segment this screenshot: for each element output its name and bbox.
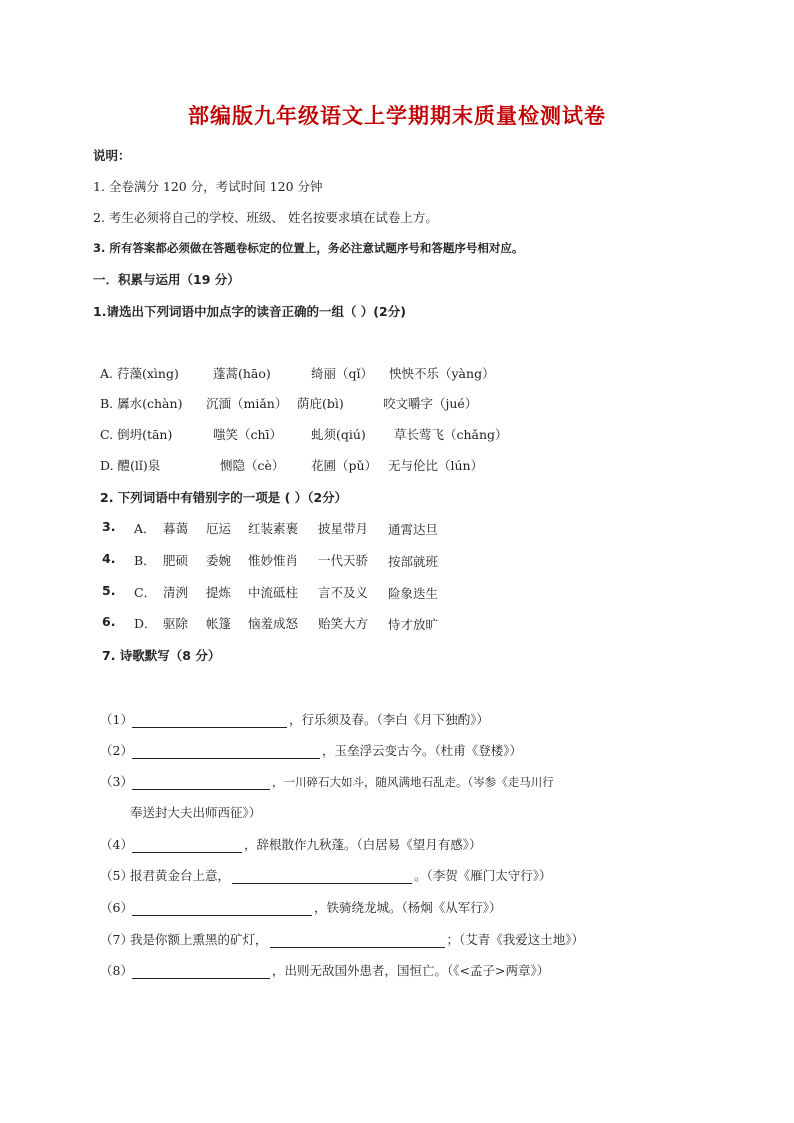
poem-line-6: （6） ，铁骑绕龙城。（杨炯《从军行》） [100,900,502,915]
q2-row-label: C． [134,585,157,600]
q2-row-number: 3. [102,519,116,534]
q2-row-label: D． [134,616,157,631]
question-2-stem: 2. 下列词语中有错别字的一项是 ( ）（2分） [100,490,348,505]
q2-word: 通霄达旦 [388,522,439,537]
poem-line-8: （8） ，出则无敌国外患者，国恒亡。（《<孟子>两章》） [100,963,550,978]
q2-word: 贻笑大方 [318,616,369,631]
poem-line-3: （3） ，一川碎石大如斗，随风满地石乱走。（岑参《走马川行 [100,774,554,789]
q2-word: 暮蔼 [163,521,189,536]
q2-word: 恼羞成怒 [248,616,299,631]
note-item-1: 1. 全卷满分 120 分，考试时间 120 分钟 [93,179,323,194]
q2-word: 险象迭生 [388,586,439,601]
option-b-word-4: 咬文嚼字（jué） [383,396,478,411]
q2-row-number: 4. [102,551,116,566]
answer-blank[interactable] [132,902,312,916]
q2-row-label: A． [134,521,156,536]
q2-word: 披星带月 [318,521,369,536]
q2-word: 中流砥柱 [248,585,299,600]
question-7-heading: 7. 诗歌默写（8 分） [102,648,221,663]
q2-row-number: 5. [102,583,116,598]
q2-word: 言不及义 [318,585,369,600]
answer-blank[interactable] [132,965,270,979]
q2-word: 惟妙惟肖 [248,553,299,568]
q2-word: 按部就班 [388,554,439,569]
section-heading: 一．积累与运用（19 分） [93,272,240,287]
answer-blank[interactable] [132,776,270,790]
note-item-2: 2. 考生必须将自己的学校、班级、 姓名按要求填在试卷上方。 [93,210,438,225]
q2-word: 委婉 [206,553,232,568]
q2-word: 红装素裹 [248,521,299,536]
option-a-word-2: 蓬蒿(hāo) [213,366,271,381]
page-title: 部编版九年级语文上学期期末质量检测试卷 [188,104,606,128]
option-b-word-3: 荫庇(bì) [297,396,344,411]
q2-word: 恃才放旷 [388,617,439,632]
option-d-word-4: 无与伦比（lún） [388,458,484,473]
note-item-3: 3. 所有答案都必须做在答题卷标定的位置上，务必注意试题序号和答题序号相对应。 [93,241,524,255]
q2-row-label: B． [134,553,156,568]
q2-row-number: 6. [102,614,116,629]
q2-word: 提炼 [206,585,232,600]
option-d-word-2: 恻隐（cè） [220,458,285,473]
option-d-word-1: D. 醴(lǐ)泉 [100,458,161,473]
option-a-word-1: A. 荇藻(xìng) [100,366,179,381]
poem-line-5: （5）报君黄金台上意， 。（李贺《雁门太守行》） [100,868,552,883]
q2-word: 帐篷 [206,616,232,631]
poem-line-4: （4） ，辞根散作九秋蓬。（白居易《望月有感》） [100,837,482,852]
notes-heading: 说明： [93,148,131,163]
option-a-word-3: 绮丽（qǐ） [311,366,373,381]
poem-line-3-cont: 奉送封大夫出师西征》） [130,805,262,820]
option-c-word-1: C. 倒坍(tān) [100,427,173,442]
option-b-word-1: B. 羼水(chàn) [100,396,183,411]
poem-line-7: （7）我是你额上熏黑的矿灯， ；（艾青《我爱这土地》） [100,932,585,947]
option-c-word-4: 草长莺飞（chǎng） [394,427,508,442]
option-a-word-4: 怏怏不乐（yàng） [389,366,495,381]
option-c-word-2: 嗤笑（chī） [213,427,283,442]
answer-blank[interactable] [132,839,242,853]
option-b-word-2: 沉湎（miǎn） [206,396,288,411]
answer-blank[interactable] [232,870,412,884]
q2-word: 厄运 [206,521,232,536]
q2-word: 一代天骄 [318,553,369,568]
poem-line-2: （2） ，玉垒浮云变古今。（杜甫《登楼》） [100,743,523,758]
answer-blank[interactable] [270,934,445,948]
q2-word: 驱除 [163,616,189,631]
option-c-word-3: 虬须(qiú) [311,427,366,442]
q2-word: 肥硕 [163,553,189,568]
poem-line-1: （1） ，行乐须及春。（李白《月下独酌》） [100,712,490,727]
answer-blank[interactable] [132,714,287,728]
answer-blank[interactable] [132,745,320,759]
question-1-stem: 1.请选出下列词语中加点字的读音正确的一组（ ）(2分) [93,304,406,319]
q2-word: 清洌 [163,585,189,600]
option-d-word-3: 花圃（pǔ） [311,458,378,473]
